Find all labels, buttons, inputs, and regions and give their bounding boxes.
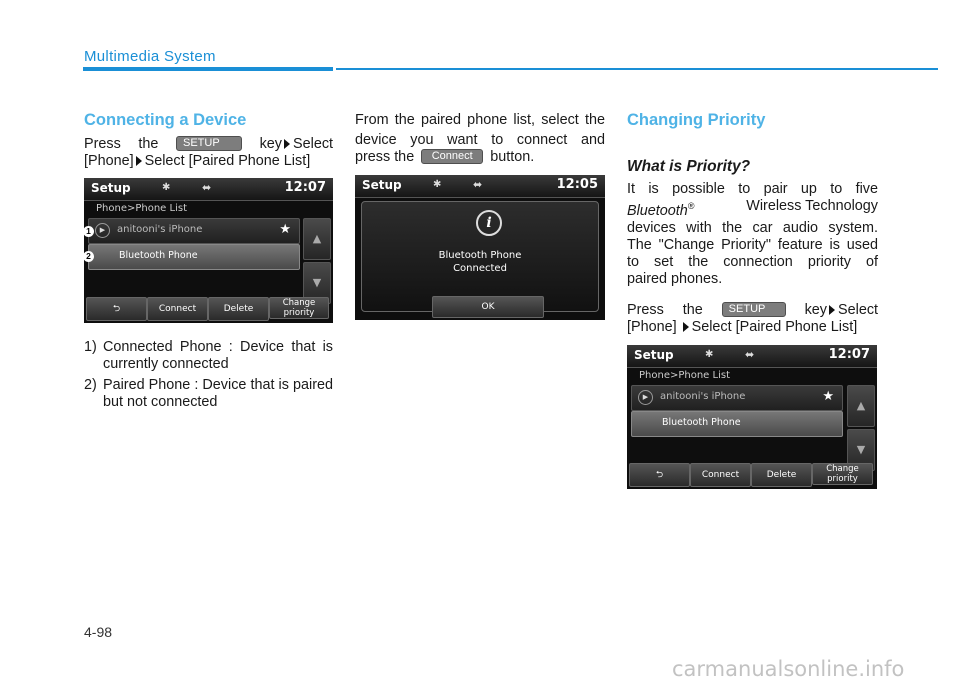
paired-phone-row[interactable]: [631, 411, 843, 437]
screen-title: Setup: [91, 181, 131, 195]
arrow-right-icon: [136, 156, 142, 166]
screen-title: Setup: [634, 348, 674, 362]
connect-button-chip: Connect: [421, 149, 483, 164]
screen-clock: 12:07: [828, 347, 870, 362]
setup-key-chip: SETUP: [722, 302, 786, 317]
back-button[interactable]: [86, 297, 147, 321]
phone-list-screenshot: [84, 178, 333, 323]
connected-popup: [361, 201, 599, 312]
connected-phone-row[interactable]: [88, 218, 300, 244]
scroll-down-button[interactable]: ▼: [847, 429, 875, 471]
screen-button-bar: [629, 463, 875, 487]
connected-phone-name: anitooni's iPhone: [117, 224, 203, 235]
delete-button[interactable]: Delete: [751, 463, 812, 487]
screen-title-bar: [84, 178, 333, 201]
list-item: 2) Paired Phone : Device that is paired but not connected: [84, 377, 333, 410]
heading-connecting-device: Connecting a Device: [84, 111, 247, 129]
screen-clock: 12:05: [556, 177, 598, 192]
key-select-text: key Select: [259, 136, 334, 152]
change-priority-button[interactable]: Change priority: [812, 463, 873, 485]
phone-list-screenshot-2: [627, 345, 877, 489]
screen-breadcrumb: Phone>Phone List: [96, 203, 187, 214]
press-the-text: Press the: [84, 136, 159, 152]
screen-title-bar: [627, 345, 877, 368]
connected-phone-row[interactable]: [631, 385, 843, 411]
paragraph-line-2: device you want to connect and: [355, 132, 605, 148]
connect-button[interactable]: Connect: [147, 297, 208, 321]
ok-button[interactable]: OK: [432, 296, 544, 318]
screen-title: Setup: [362, 178, 402, 192]
change-priority-button[interactable]: Change priority: [269, 297, 329, 319]
paragraph-line-1: From the paired phone list, select the: [355, 112, 605, 128]
callout-list: [84, 339, 333, 411]
paired-phone-row[interactable]: [88, 244, 300, 270]
paragraph-line-3: press the Connect button.: [355, 149, 535, 165]
arrow-right-icon: [284, 139, 290, 149]
bluetooth-icon: ✱: [705, 349, 714, 360]
play-icon: ▶: [638, 390, 653, 405]
section-title: Multimedia System: [84, 48, 216, 65]
priority-paragraph: It is possible to pair up to five Bluetooth® Wireless Technology devices with the car audio system. The "Change Priority" feature is used to set the connection priority of paired phones.: [627, 181, 878, 287]
screen-clock: 12:07: [284, 180, 326, 195]
back-button[interactable]: [629, 463, 690, 487]
instruction-line-2: [Phone] Select [Paired Phone List]: [84, 153, 311, 169]
star-icon: ★: [279, 222, 291, 237]
delete-button[interactable]: Delete: [208, 297, 269, 321]
connect-button[interactable]: Connect: [690, 463, 751, 487]
bluetooth-icon: ✱: [162, 182, 171, 193]
connected-phone-name: anitooni's iPhone: [660, 391, 746, 402]
scroll-down-button[interactable]: ▼: [303, 262, 331, 304]
header-rule-thin: [336, 68, 938, 70]
priority-instruction-line-2: [Phone] Select [Paired Phone List]: [627, 319, 858, 335]
usb-icon: ⬌: [473, 178, 483, 191]
subheading-what-is-priority: What is Priority?: [627, 158, 751, 175]
usb-icon: ⬌: [202, 181, 212, 194]
instruction-line-1: [84, 136, 333, 153]
list-item: 1) Connected Phone : Device that is currently connected: [84, 339, 333, 372]
usb-icon: ⬌: [745, 348, 755, 361]
paired-phone-name: Bluetooth Phone: [119, 250, 198, 261]
play-icon: ▶: [95, 223, 110, 238]
header-rule-thick: [83, 67, 333, 71]
back-arrow-icon: ⮌: [655, 470, 664, 480]
connected-popup-screenshot: [355, 175, 605, 320]
scroll-up-button[interactable]: ▲: [847, 385, 875, 427]
scroll-up-button[interactable]: ▲: [303, 218, 331, 260]
callout-2: 2: [84, 251, 94, 262]
popup-message: Bluetooth Phone Connected: [438, 250, 522, 274]
info-icon: i: [476, 210, 502, 236]
back-arrow-icon: ⮌: [112, 304, 121, 314]
paired-phone-name: Bluetooth Phone: [662, 417, 741, 428]
callout-1: 1: [84, 226, 94, 237]
arrow-right-icon: [683, 322, 689, 332]
screen-title-bar: [355, 175, 605, 198]
screen-breadcrumb: Phone>Phone List: [639, 370, 730, 381]
heading-changing-priority: Changing Priority: [627, 111, 766, 129]
screen-button-bar: [86, 297, 331, 321]
bluetooth-icon: ✱: [433, 179, 442, 190]
star-icon: ★: [822, 389, 834, 404]
watermark: carmanualsonline.info: [672, 657, 905, 681]
arrow-right-icon: [829, 305, 835, 315]
page-number: 4-98: [84, 624, 113, 640]
priority-instruction-line-1: Press the SETUP key Select: [627, 302, 879, 318]
setup-key-chip: SETUP: [176, 136, 242, 151]
